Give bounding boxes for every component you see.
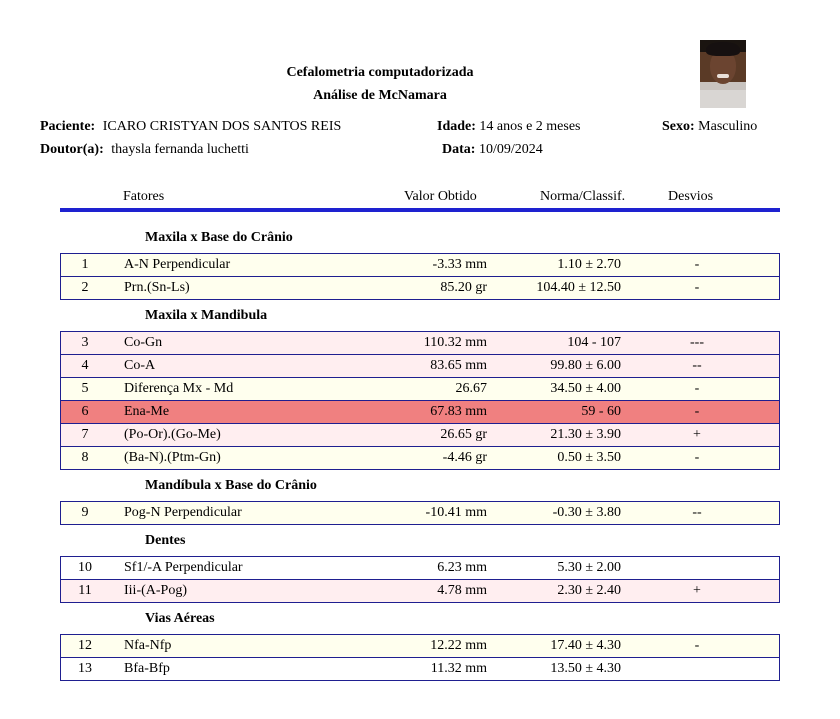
row-number: 10: [78, 560, 92, 575]
norm-value: 5.30 ± 2.00: [557, 560, 621, 575]
deviation: -: [694, 450, 700, 465]
table-row: [61, 354, 779, 377]
deviation: ---: [690, 335, 704, 350]
doctor-label: Doutor(a):: [40, 142, 104, 157]
row-number: 8: [81, 450, 89, 465]
header-deviations: Desvios: [668, 189, 714, 204]
deviation: -: [694, 381, 700, 396]
table-row: [61, 377, 779, 400]
doctor-name: thaysla fernanda luchetti: [111, 142, 249, 157]
doctor-info: [40, 142, 249, 158]
obtained-value: 26.65 gr: [440, 427, 487, 442]
factor-name: (Ba-N).(Ptm-Gn): [124, 450, 221, 465]
row-number: 3: [81, 335, 89, 350]
deviation: -: [694, 280, 700, 295]
table-row: [61, 423, 779, 446]
norm-value: 17.40 ± 4.30: [550, 638, 621, 653]
table-row: [61, 557, 779, 579]
deviation: +: [693, 427, 701, 442]
age-label: Idade:: [437, 119, 476, 134]
table-group: [60, 634, 780, 681]
row-number: 11: [78, 583, 92, 598]
norm-value: 0.50 ± 3.50: [557, 450, 621, 465]
report-title: Cefalometria computadorizada: [286, 65, 474, 80]
section-title: Maxila x Base do Crânio: [145, 230, 293, 245]
row-number: 5: [81, 381, 89, 396]
table-row: [61, 635, 779, 657]
table-row: [61, 502, 779, 524]
sex-label: Sexo:: [662, 119, 695, 134]
table-row: [61, 657, 779, 680]
row-number: 7: [81, 427, 89, 442]
deviation: +: [693, 583, 701, 598]
table-row: [61, 276, 779, 299]
row-number: 4: [81, 358, 89, 373]
patient-name: ICARO CRISTYAN DOS SANTOS REIS: [102, 119, 342, 134]
header-norm: Norma/Classif.: [540, 189, 626, 204]
factor-name: Nfa-Nfp: [124, 638, 172, 653]
norm-value: -0.30 ± 3.80: [552, 505, 621, 520]
row-number: 6: [81, 404, 89, 419]
row-number: 9: [81, 505, 89, 520]
factor-name: Bfa-Bfp: [124, 661, 170, 676]
obtained-value: 26.67: [455, 381, 487, 396]
header-value: Valor Obtido: [404, 189, 477, 204]
factor-name: Ena-Me: [124, 404, 170, 419]
norm-value: 13.50 ± 4.30: [550, 661, 621, 676]
age-info: [437, 119, 581, 135]
section-title: Mandíbula x Base do Crânio: [145, 478, 317, 493]
norm-value: 21.30 ± 3.90: [550, 427, 621, 442]
obtained-value: -3.33 mm: [432, 257, 487, 272]
date-value: 10/09/2024: [478, 142, 543, 157]
deviation: -: [694, 404, 700, 419]
row-number: 1: [81, 257, 89, 272]
obtained-value: -4.46 gr: [442, 450, 487, 465]
table-row-alert: [61, 400, 779, 423]
row-number: 12: [78, 638, 92, 653]
factor-name: Iii-(A-Pog): [124, 583, 187, 598]
table-group: [60, 556, 780, 603]
header-rule: [60, 208, 780, 212]
deviation: --: [692, 505, 702, 520]
factor-name: (Po-Or).(Go-Me): [124, 427, 221, 442]
header-factors: Fatores: [123, 189, 165, 204]
factor-name: Diferença Mx - Md: [124, 381, 234, 396]
table-group: [60, 331, 780, 470]
deviation: -: [694, 257, 700, 272]
factor-name: Prn.(Sn-Ls): [124, 280, 190, 295]
section-title: Vias Aéreas: [145, 611, 215, 626]
deviation: --: [692, 358, 702, 373]
factor-name: A-N Perpendicular: [124, 257, 231, 272]
norm-value: 99.80 ± 6.00: [550, 358, 621, 373]
norm-value: 1.10 ± 2.70: [557, 257, 621, 272]
obtained-value: 85.20 gr: [440, 280, 487, 295]
date-label: Data:: [442, 142, 476, 157]
factor-name: Pog-N Perpendicular: [124, 505, 242, 520]
sex-value: Masculino: [698, 119, 758, 134]
section-title: Maxila x Mandibula: [145, 308, 268, 323]
factor-name: Co-A: [124, 358, 156, 373]
section-title: Dentes: [145, 533, 186, 548]
obtained-value: 11.32 mm: [430, 661, 487, 676]
factor-name: Sf1/-A Perpendicular: [124, 560, 243, 575]
obtained-value: 4.78 mm: [437, 583, 487, 598]
factor-name: Co-Gn: [124, 335, 163, 350]
age-value: 14 anos e 2 meses: [479, 119, 581, 134]
table-row: [61, 579, 779, 602]
obtained-value: 12.22 mm: [430, 638, 487, 653]
table-row: [61, 254, 779, 276]
obtained-value: 110.32 mm: [423, 335, 487, 350]
norm-value: 34.50 ± 4.00: [550, 381, 621, 396]
patient-label: Paciente:: [40, 119, 96, 134]
obtained-value: 67.83 mm: [430, 404, 487, 419]
obtained-value: -10.41 mm: [425, 505, 487, 520]
table-row: [61, 332, 779, 354]
norm-value: 2.30 ± 2.40: [557, 583, 621, 598]
patient-info: [40, 119, 341, 135]
report-subtitle: Análise de McNamara: [313, 88, 447, 103]
norm-value: 104.40 ± 12.50: [536, 280, 621, 295]
table-row: [61, 446, 779, 469]
date-info: [442, 142, 543, 158]
norm-value: 104 - 107: [567, 335, 621, 350]
row-number: 13: [78, 661, 92, 676]
obtained-value: 83.65 mm: [430, 358, 487, 373]
deviation: -: [694, 638, 700, 653]
row-number: 2: [81, 280, 89, 295]
norm-value: 59 - 60: [581, 404, 621, 419]
table-group: [60, 501, 780, 525]
patient-photo: [700, 40, 746, 108]
table-group: [60, 253, 780, 300]
obtained-value: 6.23 mm: [437, 560, 487, 575]
sex-info: [662, 119, 757, 135]
